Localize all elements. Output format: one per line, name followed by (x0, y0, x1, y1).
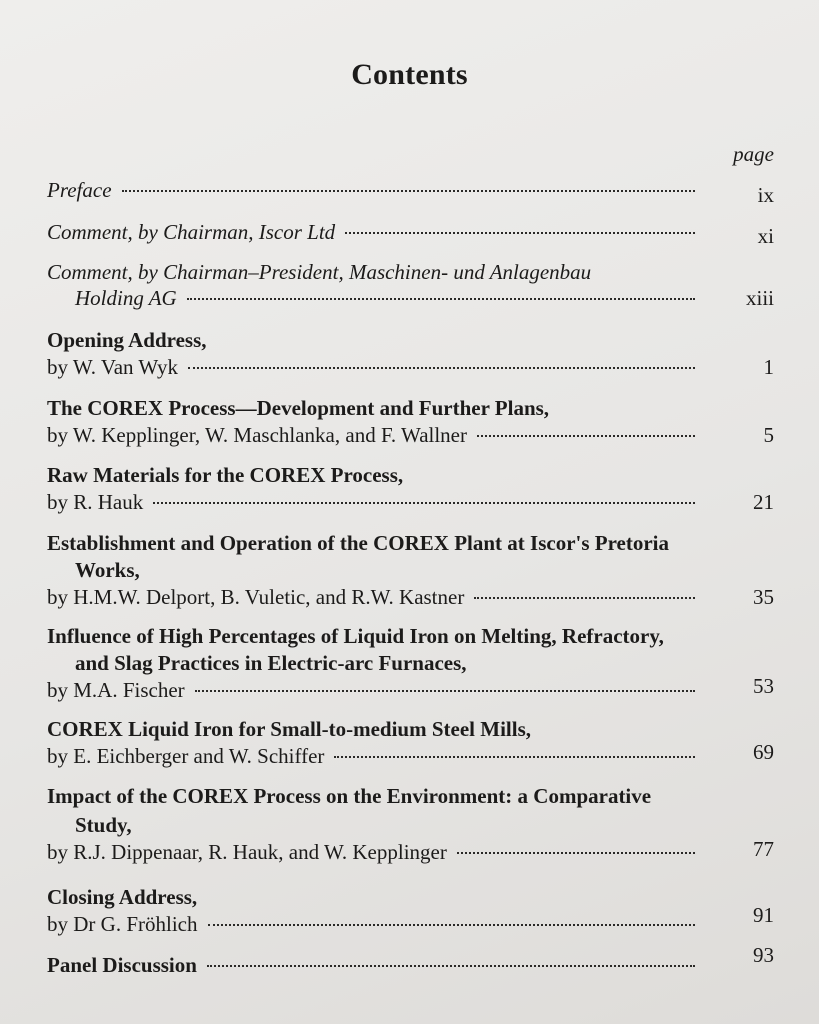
toc-entry-title: Impact of the COREX Process on the Environment: a Comparative (47, 784, 652, 808)
toc-entry-title: Panel Discussion (47, 953, 197, 977)
toc-entry-title: Opening Address, (47, 328, 207, 352)
toc-page-number: xiii (745, 286, 774, 310)
toc-entry-title-cont: and Slag Practices in Electric-arc Furnaces, (75, 651, 467, 675)
toc-page-number: 1 (763, 355, 774, 379)
dot-leader (457, 851, 695, 854)
toc-entry-title-cont: Works, (75, 558, 140, 582)
toc-entry-title: Comment, by Chairman–President, Maschinen- und Anlagenbau (47, 260, 592, 284)
toc-page-number: 77 (753, 837, 774, 861)
toc-entry-title: The COREX Process—Development and Further Plans, (47, 396, 550, 420)
toc-entry-title: Establishment and Operation of the COREX Plant at Iscor's Pretoria (47, 531, 670, 555)
dot-leader (153, 501, 695, 504)
toc-entry-authors: by E. Eichberger and W. Schiffer (47, 744, 325, 768)
toc-page-number: 5 (763, 423, 774, 447)
toc-entry-authors: by M.A. Fischer (47, 678, 185, 702)
dot-leader (188, 366, 695, 369)
dot-leader (345, 231, 695, 234)
toc-entry-title: COREX Liquid Iron for Small-to-medium Steel Mills, (47, 717, 531, 741)
toc-page-number: 93 (753, 943, 774, 967)
toc-entry-title: Preface (47, 178, 112, 202)
page-title: Contents (351, 58, 468, 91)
toc-entry-authors: by W. Van Wyk (47, 355, 178, 379)
toc-entry-title: Closing Address, (47, 885, 198, 909)
toc-entry-authors: by W. Kepplinger, W. Maschlanka, and F. Wallner (47, 423, 467, 447)
toc-page-number: 35 (753, 585, 774, 609)
toc-entry-authors: by R. Hauk (47, 490, 144, 514)
dot-leader (474, 596, 695, 599)
toc-page-number: 21 (753, 490, 774, 514)
toc-entry-title: Comment, by Chairman, Iscor Ltd (47, 220, 336, 244)
toc-entry-title-cont: Study, (75, 813, 132, 837)
toc-entry-title-cont: Holding AG (75, 286, 177, 310)
toc-page-number: xi (757, 224, 774, 248)
dot-leader (207, 964, 695, 967)
toc-entry-authors: by Dr G. Fröhlich (47, 912, 198, 936)
dot-leader (122, 189, 695, 192)
toc-page-number: 91 (753, 903, 774, 927)
dot-leader (195, 689, 695, 692)
dot-leader (187, 297, 695, 300)
dot-leader (334, 755, 695, 758)
toc-page-number: 69 (753, 740, 774, 764)
toc-entry-authors: by H.M.W. Delport, B. Vuletic, and R.W. Kastner (47, 585, 465, 609)
page-column-header: page (733, 142, 774, 166)
toc-entry-authors: by R.J. Dippenaar, R. Hauk, and W. Kepplinger (47, 840, 447, 864)
toc-entry-title: Raw Materials for the COREX Process, (47, 463, 404, 487)
toc-entry-title: Influence of High Percentages of Liquid Iron on Melting, Refractory, (47, 624, 664, 648)
dot-leader (208, 923, 696, 926)
dot-leader (477, 434, 695, 437)
toc-page-number: 53 (753, 674, 774, 698)
toc-page-number: ix (757, 183, 774, 207)
